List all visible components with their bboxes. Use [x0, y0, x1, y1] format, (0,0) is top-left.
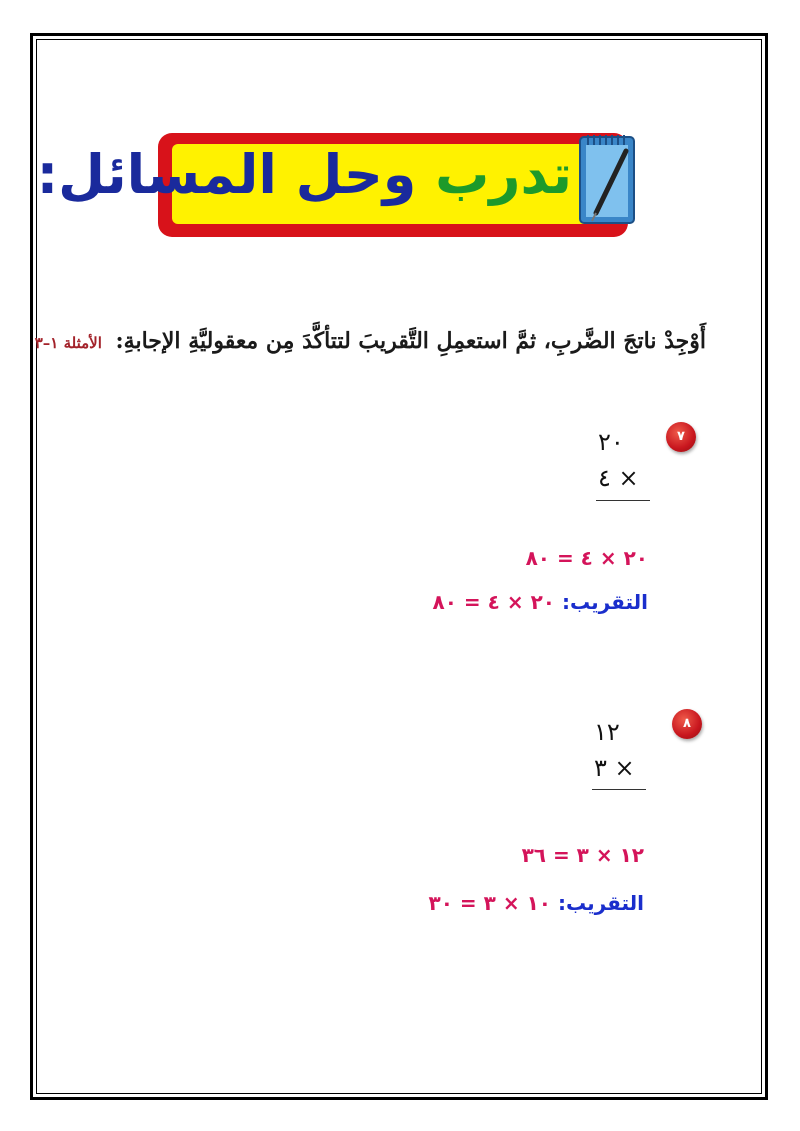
instruction-text: أَوْجِدْ ناتجَ الضَّربِ، ثمَّ استعمِلِ التَّقريبَ لتتأكَّدَ مِن معقوليَّةِ الإجابةِ: [115, 328, 706, 354]
answer-line [400, 843, 644, 867]
problem-number-badge: ٨ [672, 709, 702, 739]
answer-line [400, 546, 648, 570]
problem-top-number: ٢٠ [598, 428, 624, 456]
problem-bottom-number: ٣ × [594, 754, 635, 782]
problem-top-number: ١٢ [594, 718, 620, 746]
problem-underline [592, 789, 646, 790]
problem-bottom-number: ٤ × [598, 464, 639, 492]
title-part-green: تدرب [435, 143, 572, 206]
estimate-label: التقريب: [557, 891, 644, 915]
estimate-equation: ٢٠ × ٤ = ٨٠ [432, 590, 555, 614]
title-banner [36, 133, 638, 237]
instruction-line [34, 328, 706, 354]
answer-equation: ٢٠ × ٤ = ٨٠ [525, 546, 648, 570]
estimate-line [400, 891, 644, 915]
notepad-pen-icon [570, 127, 642, 231]
estimate-line [400, 590, 648, 614]
title-part-blue: وحل المسائل: [36, 143, 417, 206]
problem-underline [596, 500, 650, 501]
problem-number-badge: ٧ [666, 422, 696, 452]
answer-equation: ١٢ × ٣ = ٣٦ [521, 843, 644, 867]
page-title [36, 137, 572, 213]
estimate-equation: ١٠ × ٣ = ٣٠ [428, 891, 551, 915]
examples-reference: الأمثلة ١–٣ [34, 334, 102, 352]
estimate-label: التقريب: [561, 590, 648, 614]
